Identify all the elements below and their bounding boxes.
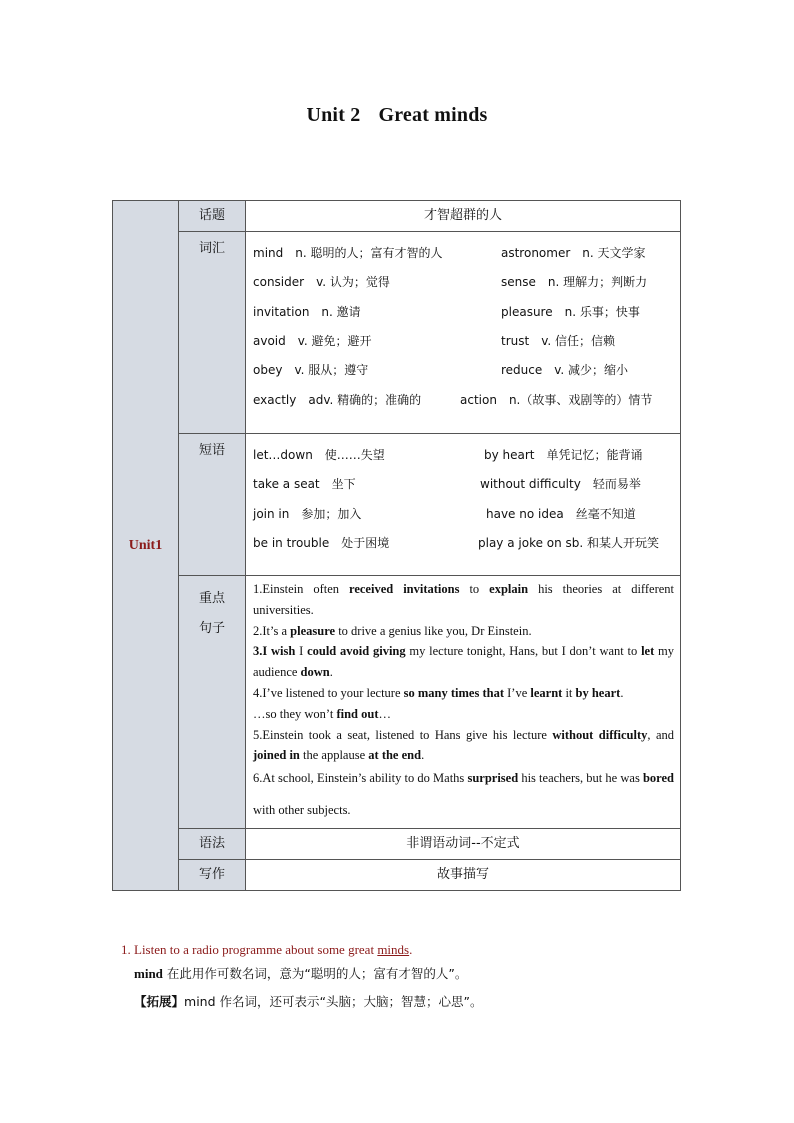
note-3-tag: 【拓展】: [134, 994, 185, 1009]
phrase-row: [253, 440, 674, 469]
key-sentences: [246, 576, 680, 828]
vocab-row: [253, 326, 674, 355]
sentence-1: 1.Einstein often received invitations to explain his theories at different universities.: [253, 582, 675, 617]
phrase-row: [253, 469, 674, 498]
phrase-item: let…down 使……失望: [253, 448, 385, 463]
unit-outline-table: [112, 200, 681, 891]
title-unit: Unit 2: [306, 104, 361, 126]
vocab-row: [253, 238, 674, 267]
phrases-content-cell: [246, 434, 681, 576]
phrase-item: take a seat 坐下: [253, 477, 356, 492]
vocab-item: reduce v. 减少；缩小: [501, 363, 629, 378]
grammar-label-cell: [179, 829, 246, 860]
sentence-3: 3.I wish I could avoid giving my lecture tonight, Hans, but I don’t want to let my audience down.: [253, 644, 675, 680]
vocab-item: avoid v. 避免；避开: [253, 334, 372, 349]
vocab-item: consider v. 认为；觉得: [253, 275, 390, 290]
phrase-item: by heart 单凭记忆；能背诵: [484, 448, 643, 463]
vocab-item: action n.（故事、戏剧等的）情节: [460, 392, 653, 407]
sentences-label-line2: 句子: [198, 621, 225, 636]
phrase-row: [253, 528, 674, 557]
vocab-item: pleasure n. 乐事；快事: [501, 304, 640, 319]
unit-label: Unit1: [128, 537, 163, 553]
vocab-row: [253, 297, 674, 326]
vocab-item: trust v. 信任；信赖: [501, 334, 616, 349]
vocab-row: [253, 384, 674, 413]
sentences-label-cell: [179, 576, 246, 829]
sentence-2: 2.It’s a pleasure to drive a genius like you, Dr Einstein.: [253, 623, 532, 638]
sentence-4b: …so they won’t find out…: [253, 706, 391, 721]
grammar-label: 语法: [198, 836, 225, 852]
topic-content-cell: [246, 201, 681, 232]
title-name: Great minds: [378, 104, 488, 126]
phrase-item: be in trouble 处于困境: [253, 536, 390, 551]
vocab-row: [253, 355, 674, 384]
page-title: [0, 104, 794, 127]
writing-value: 故事描写: [436, 867, 489, 883]
sentences-content-cell: [246, 576, 681, 829]
vocab-item: mind n. 聪明的人；富有才智的人: [253, 246, 443, 261]
sentence-4: 4.I’ve listened to your lecture so many times that I’ve learnt it by heart.: [253, 685, 624, 700]
vocab-item: astronomer n. 天文学家: [501, 246, 646, 261]
sentence-5: 5.Einstein took a seat, listened to Hans give his lecture without difficulty, and joined in the applause at the end.: [253, 727, 674, 763]
vocab-content-cell: [246, 232, 681, 434]
phrases-label: 短语: [198, 443, 225, 458]
vocab-item: sense n. 理解力；判断力: [501, 275, 648, 290]
topic-value: 才智超群的人: [423, 208, 502, 223]
note-1: 1. Listen to a radio programme about some great minds.: [121, 942, 413, 957]
vocab-grid: [246, 232, 680, 418]
phrase-item: have no idea 丝毫不知道: [486, 506, 636, 521]
writing-content-cell: [246, 860, 681, 891]
note-1-keyword: minds: [377, 942, 410, 957]
vocab-label-cell: [179, 232, 246, 434]
writing-label: 写作: [198, 867, 225, 883]
phrase-item: play a joke on sb. 和某人开玩笑: [478, 536, 660, 551]
phrase-row: [253, 499, 674, 528]
phrase-item: without difficulty 轻而易举: [480, 477, 641, 492]
notes-section: [121, 940, 721, 1016]
grammar-value: 非谓语动词--不定式: [406, 836, 520, 852]
phrase-item: join in 参加；加入: [253, 506, 362, 521]
vocab-item: obey v. 服从；遵守: [253, 363, 369, 378]
vocab-item: invitation n. 邀请: [253, 304, 361, 319]
vocab-item: exactly adv. 精确的；准确的: [253, 392, 422, 407]
note-2-keyword: mind: [134, 966, 163, 981]
topic-label: 话题: [198, 208, 225, 223]
sentences-label: [179, 576, 245, 644]
vocab-row: [253, 267, 674, 296]
note-3: 【拓展】mind 作名词，还可表示“头脑；大脑；智慧；心思”。: [134, 994, 483, 1009]
vocab-label: 词汇: [198, 241, 225, 256]
writing-label-cell: [179, 860, 246, 891]
phrases-grid: [246, 434, 680, 561]
sentences-label-line1: 重点: [198, 591, 225, 606]
sentence-6: 6.At school, Einstein’s ability to do Maths surprised his teachers, but he was bored with other subjects.: [253, 771, 674, 818]
grammar-content-cell: [246, 829, 681, 860]
unit-label-cell: [113, 201, 179, 891]
topic-label-cell: [179, 201, 246, 232]
phrases-label-cell: [179, 434, 246, 576]
note-2: mind 在此用作可数名词，意为“聪明的人；富有才智的人”。: [134, 966, 468, 981]
